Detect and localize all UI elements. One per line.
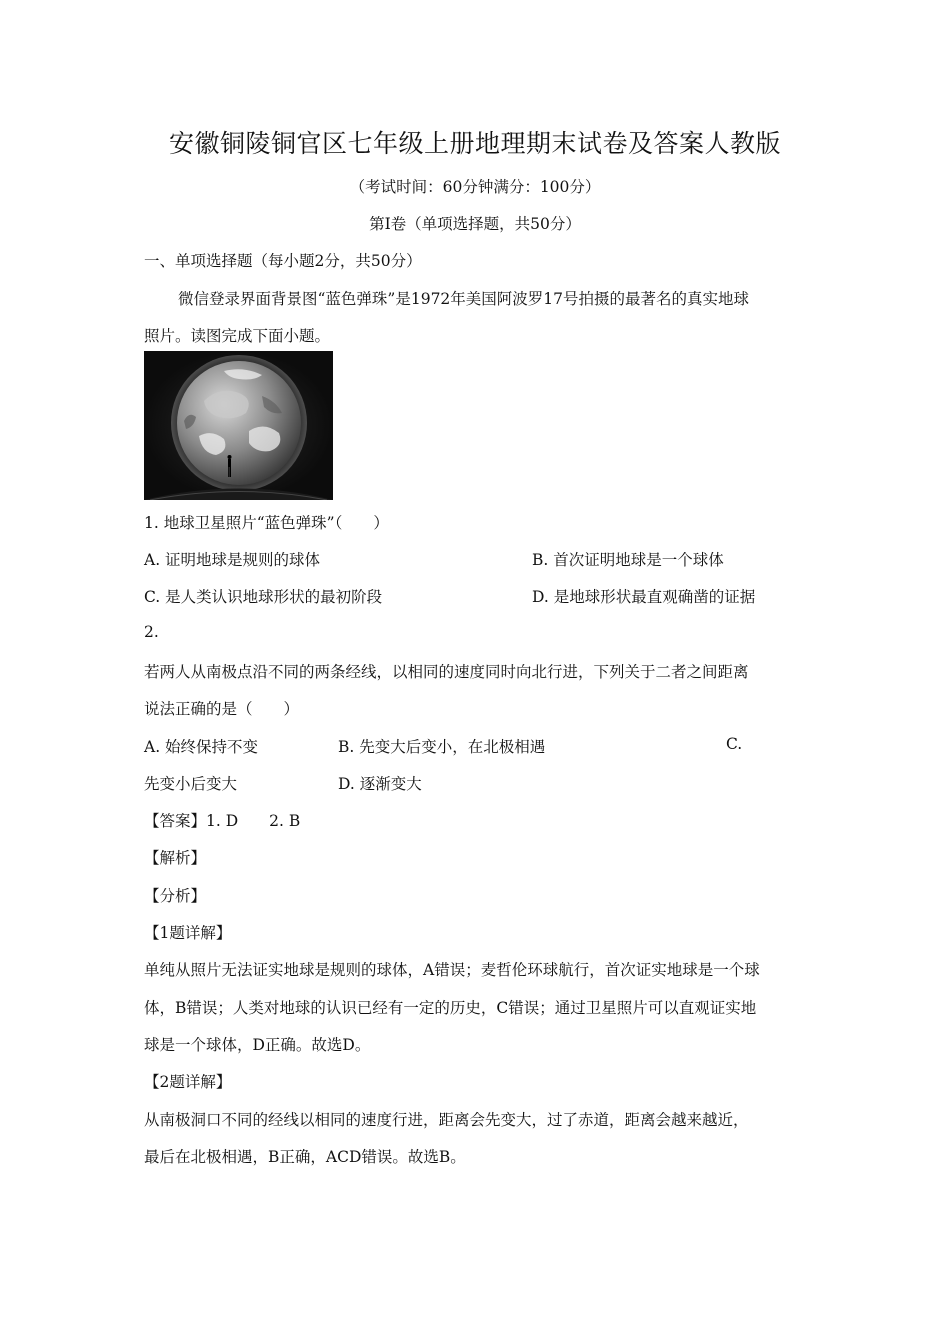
question-1-option-c: C. 是人类认识地球形状的最初阶段 — [144, 588, 383, 606]
detail-2-heading: 【2题详解】 — [144, 1073, 232, 1091]
fenxi-heading: 【分析】 — [144, 887, 207, 905]
detail-2-line1: 从南极洞口不同的经线以相同的速度行进，距离会先变大，过了赤道，距离会越来越近， — [144, 1111, 749, 1129]
doc-title: 安徽铜陵铜官区七年级上册地理期末试卷及答案人教版 — [168, 129, 781, 158]
question-2-option-a: A. 始终保持不变 — [144, 738, 259, 756]
detail-1-line3: 球是一个球体，D正确。故选D。 — [144, 1036, 371, 1054]
question-2-option-c-label: C. — [726, 735, 743, 753]
question-1-option-d: D. 是地球形状最直观确凿的证据 — [532, 588, 756, 606]
question-1-option-a: A. 证明地球是规则的球体 — [144, 551, 321, 569]
section-heading: 一、单项选择题（每小题2分，共50分） — [144, 252, 422, 270]
intro-paragraph-line2: 照片。读图完成下面小题。 — [144, 327, 331, 345]
answer-line: 【答案】1. D 2. B — [144, 812, 301, 830]
detail-1-heading: 【1题详解】 — [144, 924, 232, 942]
part-heading: 第Ⅰ卷（单项选择题，共50分） — [369, 215, 581, 233]
exam-info: （考试时间：60分钟满分：100分） — [349, 178, 601, 196]
question-2-option-c-text: 先变小后变大 — [144, 775, 238, 793]
analysis-heading: 【解析】 — [144, 849, 207, 867]
question-2-stem-line1: 若两人从南极点沿不同的两条经线，以相同的速度同时向北行进，下列关于二者之间距离 — [144, 663, 749, 681]
question-1-stem: 1. 地球卫星照片“蓝色弹珠”（ ） — [144, 514, 389, 532]
earth-photo-graphic — [144, 351, 333, 500]
question-2-stem-line2: 说法正确的是（ ） — [144, 700, 300, 718]
earth-photo — [144, 351, 333, 500]
detail-1-line2: 体，B错误；人类对地球的认识已经有一定的历史，C错误；通过卫星照片可以直观证实地 — [144, 999, 757, 1017]
question-2-option-d: D. 逐渐变大 — [338, 775, 422, 793]
question-1-option-b: B. 首次证明地球是一个球体 — [532, 551, 724, 569]
intro-paragraph-line1: 微信登录界面背景图“蓝色弹珠”是1972年美国阿波罗17号拍摄的最著名的真实地球 — [178, 290, 750, 308]
question-2-option-b: B. 先变大后变小，在北极相遇 — [338, 738, 546, 756]
detail-2-line2: 最后在北极相遇，B正确，ACD错误。故选B。 — [144, 1148, 466, 1166]
detail-1-line1: 单纯从照片无法证实地球是规则的球体，A错误；麦哲伦环球航行，首次证实地球是一个球 — [144, 961, 760, 979]
question-2-number: 2. — [144, 623, 159, 641]
